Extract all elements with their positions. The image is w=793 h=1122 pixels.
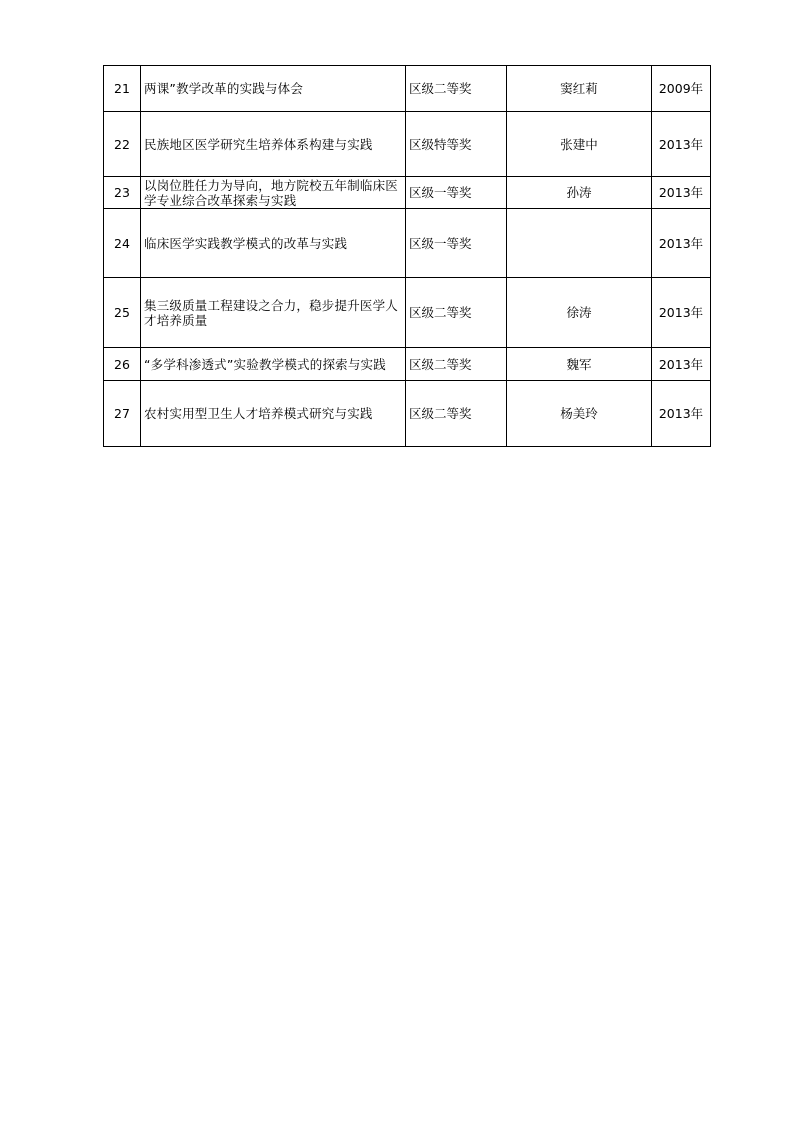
table-row xyxy=(104,209,711,278)
project-title: 两课”教学改革的实践与体会 xyxy=(141,66,406,112)
row-number: 21 xyxy=(104,66,141,112)
table-row xyxy=(104,177,711,209)
project-leader: 窦红莉 xyxy=(507,66,652,112)
award-level: 区级一等奖 xyxy=(406,209,507,278)
project-leader: 张建中 xyxy=(507,112,652,177)
row-number: 22 xyxy=(104,112,141,177)
table-row xyxy=(104,278,711,348)
row-number: 26 xyxy=(104,348,141,381)
award-year: 2013年 xyxy=(652,348,711,381)
award-level: 区级二等奖 xyxy=(406,348,507,381)
project-title: “多学科渗透式”实验教学模式的探索与实践 xyxy=(141,348,406,381)
row-number: 27 xyxy=(104,381,141,447)
award-year: 2013年 xyxy=(652,381,711,447)
award-level: 区级二等奖 xyxy=(406,381,507,447)
award-level: 区级特等奖 xyxy=(406,112,507,177)
award-year: 2013年 xyxy=(652,177,711,209)
project-title: 农村实用型卫生人才培养模式研究与实践 xyxy=(141,381,406,447)
project-title: 民族地区医学研究生培养体系构建与实践 xyxy=(141,112,406,177)
project-title: 临床医学实践教学模式的改革与实践 xyxy=(141,209,406,278)
project-leader: 魏军 xyxy=(507,348,652,381)
award-level: 区级二等奖 xyxy=(406,278,507,348)
row-number: 23 xyxy=(104,177,141,209)
award-year: 2013年 xyxy=(652,209,711,278)
table-row xyxy=(104,348,711,381)
project-leader: 孙涛 xyxy=(507,177,652,209)
table-row xyxy=(104,112,711,177)
award-level: 区级二等奖 xyxy=(406,66,507,112)
row-number: 25 xyxy=(104,278,141,348)
award-year: 2013年 xyxy=(652,112,711,177)
row-number: 24 xyxy=(104,209,141,278)
project-leader xyxy=(507,209,652,278)
project-title: 以岗位胜任力为导向，地方院校五年制临床医学专业综合改革探索与实践 xyxy=(141,177,406,209)
table-row xyxy=(104,381,711,447)
awards-table xyxy=(103,65,711,447)
project-leader: 徐涛 xyxy=(507,278,652,348)
award-year: 2009年 xyxy=(652,66,711,112)
award-level: 区级一等奖 xyxy=(406,177,507,209)
project-title: 集三级质量工程建设之合力，稳步提升医学人才培养质量 xyxy=(141,278,406,348)
project-leader: 杨美玲 xyxy=(507,381,652,447)
table-row xyxy=(104,66,711,112)
award-year: 2013年 xyxy=(652,278,711,348)
